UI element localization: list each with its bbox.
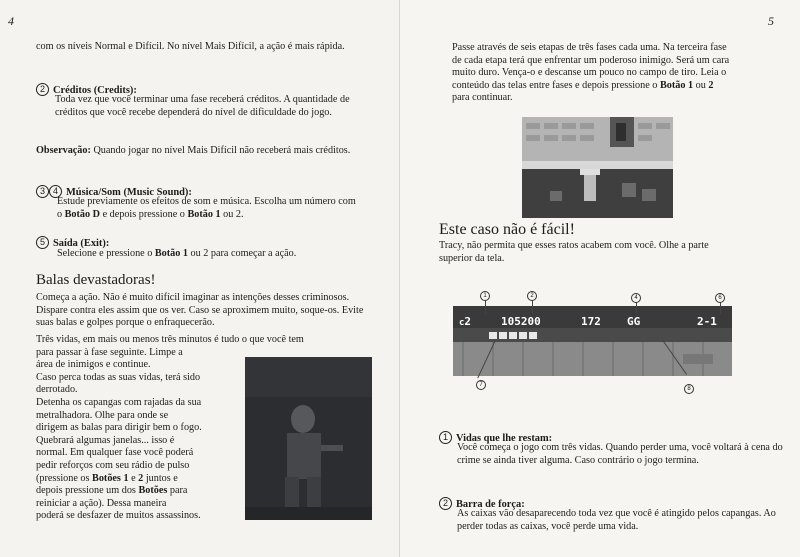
exit-text	[57, 248, 362, 261]
intro-text: com os níveis Normal e Difícil. No nível Mais Difícil, a ação é mais rápida.	[36, 41, 345, 52]
text-line	[452, 80, 792, 93]
text-part: para	[167, 485, 188, 497]
number-badge: 4	[49, 185, 62, 198]
text-line: Passe através de seis etapas de três fases cada uma. Na terceira fase	[452, 42, 727, 53]
note-text: Quando jogar no nível Mais Difícil não receberá mais créditos.	[93, 145, 351, 156]
number-badge: 2	[36, 83, 49, 96]
number-badge: 3	[36, 185, 49, 198]
lives-text: Você começa o jogo com três vidas. Quando perder uma, você voltará à cena do crime se ainda tiver alguma. Caso contrário o jogo termina.	[457, 442, 783, 466]
lives-count: 2	[464, 315, 472, 328]
hud-stage: 2-1	[697, 315, 717, 328]
text-line: Caso perca todas as suas vidas, terá sido	[36, 371, 201, 383]
leader-line	[532, 300, 533, 314]
hud-weapon: GG	[627, 315, 641, 328]
text-part: conteúdo das telas entre fases e depois pressione o	[452, 79, 660, 91]
button-ref: Botões	[138, 485, 168, 497]
text-part: Estude previamente os efeitos de som e música. Escolha um número com o	[57, 196, 356, 220]
text-part: (pressione os	[36, 472, 93, 484]
text-line: metralhadora. Olhe para onde se	[36, 409, 169, 421]
text-line: Tracy, não permita que esses ratos acabem com você. Olhe a parte	[439, 240, 709, 251]
strength-bar-title: Barra de força:	[456, 499, 525, 510]
button-ref: 2	[138, 472, 144, 484]
text-line: normal. Em qualquer fase você poderá	[36, 447, 194, 459]
callout-marker: 7	[476, 380, 486, 390]
text-line: reiniciar a ação). Dessa maneira	[36, 497, 167, 509]
text-line: de cada etapa terá que enfrentar um poderoso inimigo. Será um cara	[452, 54, 730, 66]
lives-title: Vidas que lhe restam:	[456, 433, 553, 444]
text-line: superior da tela.	[439, 252, 505, 264]
exit-title: Saída (Exit):	[53, 238, 110, 249]
callout-marker: 4	[631, 293, 641, 303]
leader-line	[485, 300, 486, 314]
button-ref: Botão 1	[154, 248, 188, 259]
button-ref: Botão D	[64, 208, 101, 220]
section-heading: Este caso não é fácil!	[439, 221, 575, 238]
text-line: Quebrará algumas janelas... isso é	[36, 434, 175, 446]
text-line: pedir reforços com seu rádio de pulso	[36, 459, 190, 471]
text-part: ou 2 para começar a ação.	[188, 248, 297, 259]
subtitle	[439, 240, 784, 265]
note	[36, 145, 366, 158]
balas-paragraph: Começa a ação. Não é muito difícil imaginar as intenções desses criminosos. Dispare contra eles assim que os ver. Caso se aproximem muito, soque-os. Evite suas balas e golpes porque o enfraquecerão.	[36, 292, 364, 329]
text-line: dirigem as balas para dirigir bem o fogo.	[36, 422, 202, 434]
hud-timer: 172	[581, 315, 601, 328]
game-screenshot-dark	[245, 357, 372, 520]
number-badge: 5	[36, 236, 49, 249]
page-number: 5	[768, 14, 774, 28]
credits-text: Toda vez que você terminar uma fase receberá créditos. A quantidade de créditos que você recebe dependerá do nível de dificuldade do jogo.	[55, 94, 350, 118]
text-part: ou 2.	[220, 208, 244, 220]
music-title: Música/Som (Music Sound):	[66, 187, 192, 198]
button-ref: Botão 1	[187, 208, 221, 220]
music-text	[57, 196, 362, 221]
callout-marker: 1	[480, 291, 490, 301]
strength-bar-text: As caixas vão desaparecendo toda vez que você é atingido pelos capangas. Ao perder todas as caixas, você perde uma vida.	[457, 508, 776, 532]
text-line: muito duro. Vença-o e descanse um pouco no campo de tiro. Leia o	[452, 67, 727, 79]
text-part: depois pressione um dos	[36, 485, 139, 497]
number-badge: 2	[439, 497, 452, 510]
button-ref: 2	[708, 79, 714, 91]
hud-lives: c2	[459, 315, 472, 328]
page-number: 4	[8, 14, 14, 28]
text-line: derrotado.	[36, 384, 78, 396]
callout-marker: 2	[527, 291, 537, 301]
text-part: ou	[693, 79, 709, 91]
text-part: e depois pressione o	[100, 208, 188, 220]
text-line: Três vidas, em mais ou menos três minutos é tudo o que você tem	[36, 334, 304, 345]
section-heading: Balas devastadoras!	[36, 272, 156, 288]
leader-line	[636, 302, 637, 314]
text-line: Detenha os capangas com rajadas da sua	[36, 396, 202, 408]
text-line: área de inimigos e continue.	[36, 359, 151, 371]
note-label: Observação:	[36, 145, 91, 156]
street-scene-image	[522, 117, 673, 218]
text-line: para passar à fase seguinte. Limpe a	[36, 346, 183, 358]
text-part: Selecione e pressione o	[57, 248, 155, 259]
text-part: juntos e	[143, 472, 178, 484]
button-ref: Botão 1	[659, 79, 694, 91]
hud-score: 105200	[501, 315, 541, 328]
text-line: poderá se desfazer de muitos assassinos.	[36, 510, 201, 522]
credits-title: Créditos (Credits):	[53, 85, 137, 96]
shadow-figure-image	[245, 357, 372, 520]
callout-marker: 6	[715, 293, 725, 303]
number-badge: 1	[439, 431, 452, 444]
right-page	[400, 0, 800, 557]
text-line: para continuar.	[452, 92, 513, 104]
leader-line	[720, 302, 721, 314]
intro-paragraph	[452, 42, 792, 105]
text-part: e	[128, 472, 139, 484]
button-ref: Botões 1	[92, 472, 129, 484]
callout-marker: 8	[684, 384, 694, 394]
game-screenshot-street	[522, 117, 673, 218]
